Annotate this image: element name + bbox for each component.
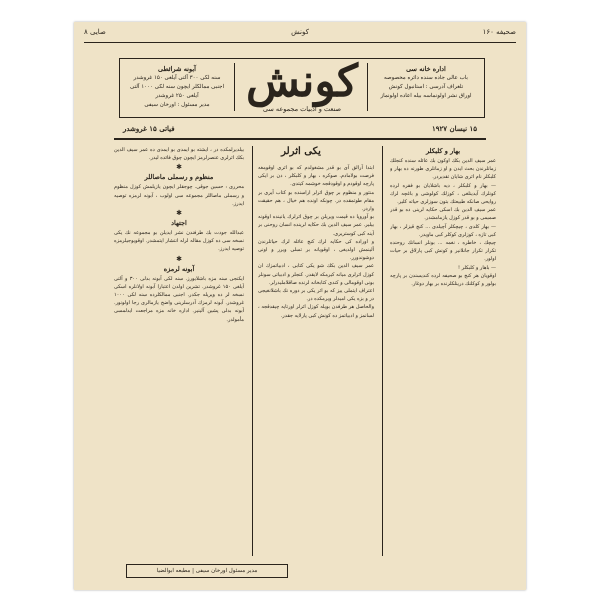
newspaper-title: كونش <box>245 56 359 107</box>
admin-box <box>372 65 480 101</box>
article-paragraph: — بهار و كلبكلر ، ديه باشلايان بو فقره لرده كونلرك آيدينلغى ، كوزلك كولوشى و باغچه لرك روايحى صانكه طبيعتك بتون سوزلرى حياته كلير. <box>390 182 496 206</box>
article-heading: بهار و كلبكلر <box>425 147 461 155</box>
star-ornament: ✱ <box>176 254 182 263</box>
article-paragraph: والحاصل هر طرفدن بويله كوزل اثرلر اورتايه چيقدقجه ، لسانمز و ادبياتمز ده كونش كبى پارلايه جقدر. <box>258 304 374 319</box>
subscription-line: سنه لكى ۳۰۰ آلتى آيلغى ۱۵۰ غروشدر <box>133 75 221 81</box>
page-number: صحيفه ۱۶۰ <box>482 28 516 36</box>
dateline <box>119 124 483 136</box>
admin-heading: اداره خانه سى <box>406 65 446 73</box>
section-heading: منظوم و رسملى ماصاللر <box>144 173 214 182</box>
article-paragraph: بو آوروپا ده قيمت ويريلن بر چوق اثرلرك يانينده اوقونه بيلير. عمر سيف الدين بك حكايه لرينده انسان روحنى بر آينه كبى كوستريرى. <box>258 214 374 237</box>
article-paragraph: اعتراف ايتملى ييز كه بو اثر يكى بر دوره نك باشلانغيجى در و بزه يكى اميدلر ويرمكده در. <box>258 288 374 303</box>
subscription-line: آيلغى ۲۵۰ غروشدر <box>155 93 199 99</box>
masthead <box>119 58 485 118</box>
running-head-title: كونش <box>291 28 309 36</box>
middle-heading: يكى اثرلر <box>281 146 321 157</box>
section-paragraph: عبدالله جودت بك طرفندن نشر ايديلن بو مجموعه نك يكى نسخه سى ده كوزل مقاله لرله انتشار ايتمشدر. اوقويوجيلرمزه توصيه ايدرز. <box>114 230 244 253</box>
admin-line: اوراق نشر اولونماسه بيله اعاده اولونماز <box>380 93 472 99</box>
mast-divider <box>234 63 235 111</box>
section-paragraph: محررى : حسين جوقى. چوجقلر ايچون يازيلمش كوزل منظوم و رسملى ماصاللر مجموعه سى اولوب ، آبونه لرمزه توصيه ايدرز. <box>114 184 244 207</box>
issue-number: صايى ۸ <box>84 28 106 36</box>
column-left <box>114 146 244 558</box>
article-paragraph: — بهار كلدى ، چيچكلر آچيلدى ... كنج قيزلر ، بهار كبى تازه ، كوزلرى كوكلر كبى ماويدر. <box>390 223 496 238</box>
top-rule <box>84 42 516 43</box>
section-heading: اجتهاد <box>171 219 187 228</box>
subscription-heading: آبونه شرائطى <box>158 65 196 73</box>
subscription-box <box>124 65 230 110</box>
newspaper-page <box>74 22 526 590</box>
column-divider <box>382 146 383 556</box>
article-paragraph: ابتدا آرالق آى بو قدر مشغولدم كه بو اثرى اوقومغه فرصت بولامادم. صوكره ، بهار و كلبكلر ، دن بر ايكى پارچه اوقودم و اوقودقجه خوشمه كيتدى. <box>258 165 374 188</box>
admin-line: باب عالى جاده سنده دائره مخصوصه <box>384 75 468 81</box>
article-paragraph: عمر سيف الدين بك اسكى حكايه لرينى ده بو قدر صميمى و بو قدر كوزل يازمامشدر. <box>390 207 496 222</box>
issue-price: فياتى ۱۵ غروشدر <box>123 124 175 133</box>
intro-paragraph: بيلديرلمكده در ، ايشته بو ايمدى بو ايمدى ده عمر سيف الدين بكك اثرلرى عنصرلرمز ايچون چوق فائده ليدر. <box>114 147 244 162</box>
star-ornament: ✱ <box>176 163 182 172</box>
column-right <box>390 146 496 558</box>
dateline-rule <box>114 138 486 140</box>
article-paragraph: عمر سيف الدين بكك اوكون بك عائله سنده كنجلك زمانلرندن بحث ايدن و او زمانلرى طورنه ده بهار و كلبكلر نام اثرى شايان تقديردر. <box>390 158 496 181</box>
subscription-line: مدير مسئول : اورخان سيفى <box>144 102 210 108</box>
column-middle <box>258 164 374 558</box>
article-paragraph: منثور و منظوم بر چوق اثرلر اراسنده بو كتاب آيرى بر مقام طوتمقده در. چونكه اونده هم خيال ، هم حقيقت واردر. <box>258 189 374 213</box>
newspaper-tagline: صنعت و ادبيات مجموعه سى <box>263 105 341 113</box>
star-ornament: ✱ <box>176 209 182 218</box>
printer-box: مدير مسئول اورخان سيفى | مطبعه ابوالضيا <box>126 564 288 578</box>
admin-line: تلغراف آدرسى : استانبول كونش <box>388 84 464 90</box>
article-paragraph: چيچك ، خاطره ، نغمه ... بونلر انسانك روحنده تكرار تكرار جانلانير و كونش كبى پارلاق بر حيات اولور. <box>390 240 496 263</box>
article-paragraph: و اوراده كى حكايه لرك كنج عائله لرك حياتلرندن آلينمش اولديغى ، اوقويانه بر تسلى ويرر و اونى دوشوندورر. <box>258 238 374 262</box>
subscription-line: اجنبى ممالكلر ايچون سنه لكى ۱۰۰۰ آلتى <box>130 84 224 90</box>
issue-date: ۱۵ نيسان ۱۹۲۷ <box>431 124 477 133</box>
section-paragraph: ايكنجى سنه مزه باشلايورز. سنه لكى آبونه بدلى ۳۰۰ و آلتى آيلغى ۱۵۰ غروشدر. تشرين اولدن اعتبارا آبونه اولانلره اسكى نسخه لر ده ويريله جكدر. اجنبى ممالكلرده سنه لكى ۱۰۰۰ غروشدر. آبونه لرمزك آدرسلرينى واضح يازمالرى رجا اولونور. آبونه بدلى پشين آلينير. اداره خانه مزه مراجعت ايدلمسى مأمولدر. <box>114 275 244 323</box>
column-divider <box>252 146 253 556</box>
article-paragraph: اوقويان هر كنج بو صحيفه لرده كنديسندن بر پارچه بولور و كوكلنك درينلكلرنده بر بهار دوغار. <box>390 272 496 288</box>
mast-divider <box>367 63 368 111</box>
running-head <box>84 28 516 40</box>
section-heading: آبونه لرمزه <box>163 264 195 273</box>
article-paragraph: عمر سيف الدين بكك شو يكى كتابى ، ادبياتمزك ان كوزل اثرلرى ميانه كيرمكه لايقدر. كنجلر و ادبياتى سونلر بونى اوقومالى و كندى كتابخانه لرنده صاقلامليدرلر. <box>258 263 374 286</box>
article-paragraph: — باهار و كلبكلر ! <box>458 264 496 271</box>
